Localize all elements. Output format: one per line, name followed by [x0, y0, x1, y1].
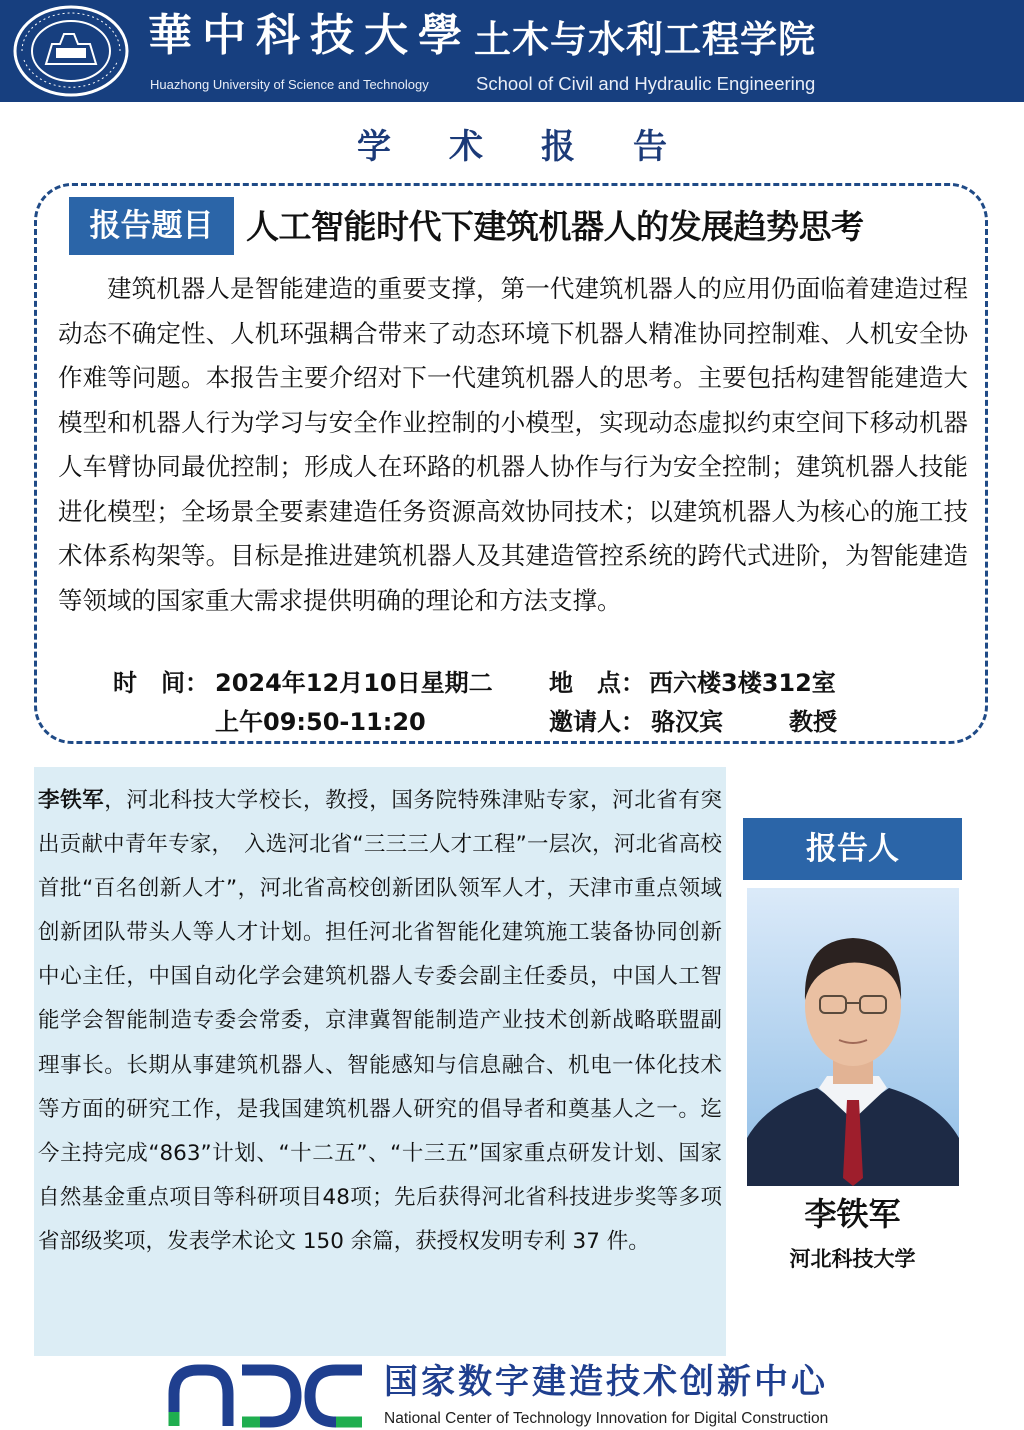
- speaker-affiliation: 河北科技大学: [789, 1247, 916, 1271]
- school-name-cn: 土木与水利工程学院: [474, 18, 816, 61]
- topic-title: 人工智能时代下建筑机器人的发展趋势思考: [246, 207, 864, 246]
- ndc-logo-icon: [166, 1364, 366, 1428]
- host-label: 邀请人：: [549, 708, 645, 736]
- time-label: 时 间：: [113, 669, 209, 697]
- speaker-name: 李铁军: [804, 1195, 901, 1233]
- university-name-en: Huazhong University of Science and Technology: [150, 77, 429, 92]
- speaker-photo: [747, 888, 959, 1186]
- host-name: 骆汉宾: [651, 708, 723, 736]
- university-name-cn: 華中科技大學: [148, 10, 472, 61]
- speaker-section-label: 报告人: [743, 818, 962, 880]
- bio-text: ，河北科技大学校长，教授，国务院特殊津贴专家，河北省有突出贡献中青年专家， 入选河北省“三三三人才工程”一层次，河北省高校首批“百名创新人才”，河北省高校创新团队领军人才，天津市重点领域创新团队带头人等人才计划。担任河北省智能化建筑施工装备协同创新中心主任，中国自动化学会建筑机器人专委会副主任委员，中国人工智能学会智能制造专委会常委，京津冀智能制造产业技术创新战略联盟副理事长。长期从事建筑机器人、智能感知与信息融合、机电一体化技术等方面的研究工作，是我国建筑机器人研究的倡导者和奠基人之一。迄今主持完成“863”计划、“十二五”、“十三五”国家重点研发计划、国家自然基金重点项目等科研项目48项；先后获得河北省科技进步奖等多项省部级奖项，发表学术论文 150 余篇，获授权发明专利 37 件。: [38, 788, 722, 1254]
- time-range: 上午09:50-11:20: [215, 708, 426, 736]
- bio-speaker-name: 李铁军: [38, 788, 105, 813]
- topic-label: 报告题目: [69, 197, 234, 255]
- topic-abstract: 建筑机器人是智能建造的重要支撑，第一代建筑机器人的应用仍面临着建造过程动态不确定性、人机环强耦合带来了动态环境下机器人精准协同控制难、人机安全协作难等问题。本报告主要介绍对下一代建筑机器人的思考。主要包括构建智能建造大模型和机器人行为学习与安全作业控制的小模型，实现动态虚拟约束空间下移动机器人车臂协同最优控制；形成人在环路的机器人协作与行为安全控制；建筑机器人技能进化模型；全场景全要素建造任务资源高效协同技术；以建筑机器人为核心的施工技术体系构架等。目标是推进建筑机器人及其建造管控系统的跨代式进阶，为智能建造等领域的国家重大需求提供明确的理论和方法支撑。: [58, 274, 968, 615]
- center-name-en: National Center of Technology Innovation for Digital Construction: [384, 1410, 829, 1427]
- place-label: 地 点：: [549, 669, 645, 697]
- header-banner: [0, 0, 1024, 102]
- speaker-bio: [38, 779, 722, 1264]
- university-seal-icon: [12, 4, 130, 98]
- center-name-cn: 国家数字建造技术创新中心: [384, 1362, 828, 1402]
- place-value: 西六楼3楼312室: [649, 669, 836, 697]
- school-name-en: School of Civil and Hydraulic Engineering: [476, 73, 816, 94]
- host-title: 教授: [789, 708, 837, 736]
- time-value: 2024年12月10日星期二: [215, 669, 493, 697]
- page-title: 学术报告: [357, 127, 725, 167]
